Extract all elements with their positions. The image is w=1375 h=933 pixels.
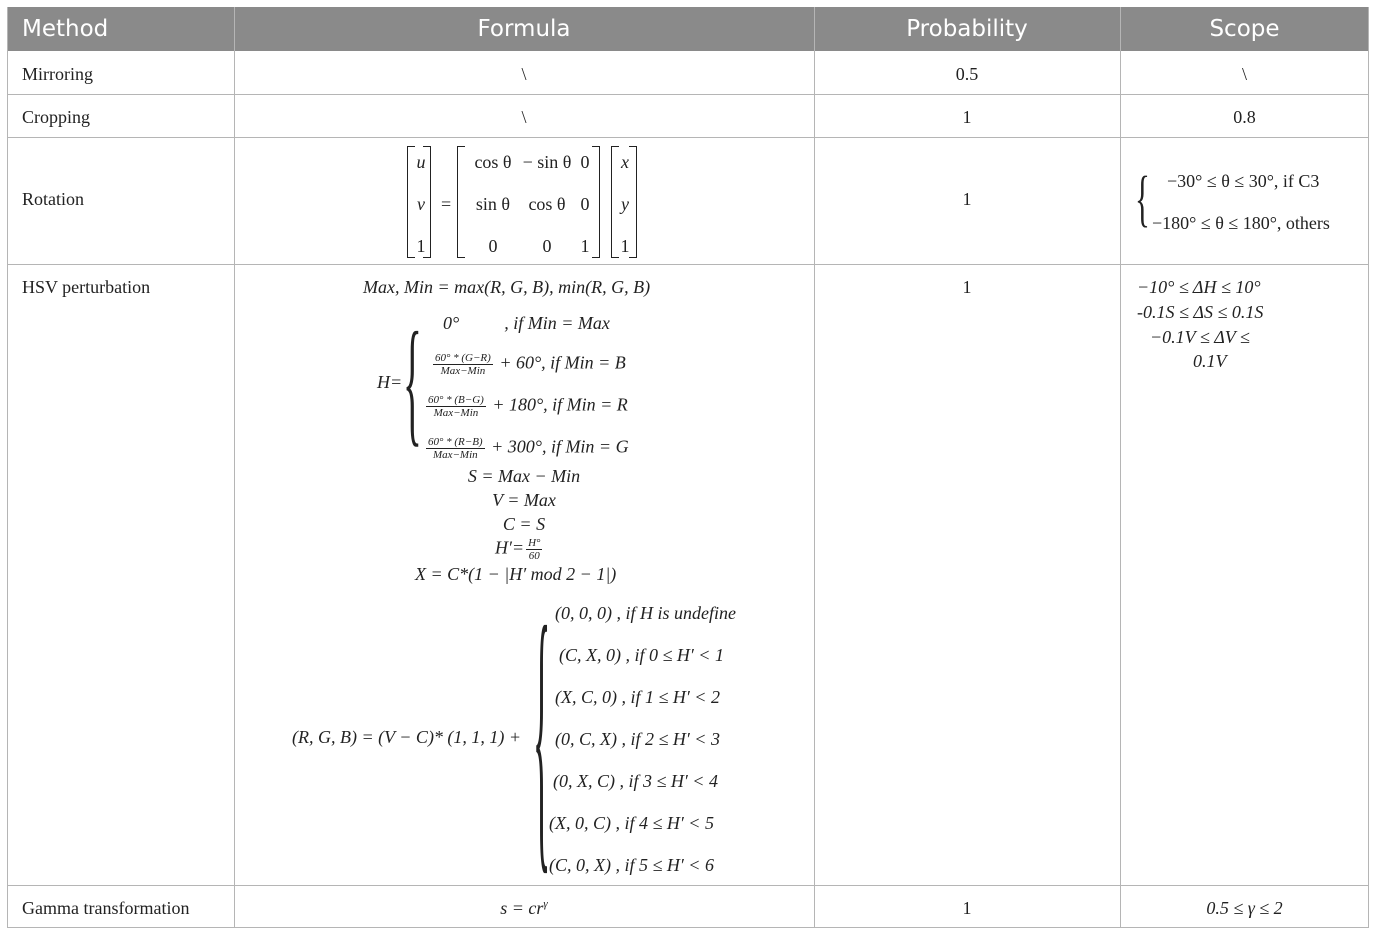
scope-cell: 0.1V [1193, 351, 1227, 371]
header-method: Method [22, 16, 109, 42]
method-cell: Cropping [22, 107, 91, 127]
rhs-entry: y [621, 194, 629, 214]
hprime-formula: H′= $\frac{H^\circ}{60}$ [495, 537, 541, 562]
matrix-entry: 1 [580, 236, 590, 256]
header-scope: Scope [1209, 16, 1280, 42]
x-formula: X = C*(1 − |H′ mod 2 − 1|) [415, 564, 617, 584]
matrix-entry: cos θ [474, 152, 512, 172]
scope-cell: -0.1S ≤ ΔS ≤ 0.1S [1137, 302, 1264, 322]
rgb-case: (0, C, X) , if 2 ≤ H′ < 3 [555, 729, 720, 749]
grid-line [7, 264, 1369, 265]
probability-cell: 1 [962, 189, 972, 209]
scope-cell: 0.5 ≤ γ ≤ 2 [1206, 898, 1283, 918]
v-formula: V = Max [492, 490, 556, 510]
maxmin-formula: Max, Min = max(R, G, B), min(R, G, B) [363, 277, 651, 297]
brace-icon: { [403, 304, 422, 459]
grid-line [814, 7, 815, 928]
probability-cell: 1 [962, 277, 972, 297]
grid-line [7, 885, 1369, 886]
grid-line [7, 137, 1369, 138]
h-case: $\frac{60^\circ * (R-B)}{\text{Max−Min}}$ + 300°, if Min = G [428, 436, 629, 461]
matrix-entry: 0 [542, 236, 552, 256]
header-formula: Formula [477, 16, 571, 42]
rotation-matrix-formula [405, 144, 645, 260]
rgb-case: (C, 0, X) , if 5 ≤ H′ < 6 [549, 855, 714, 875]
rgb-case: (X, C, 0) , if 1 ≤ H′ < 2 [555, 687, 720, 707]
method-cell: Rotation [22, 189, 84, 209]
formula-cell: $s = cr^\gamma$ [500, 898, 548, 918]
h-case: $\frac{60^\circ * (G-R)}{\text{Max−Min}}$ + 60°, if Min = B [435, 352, 626, 377]
scope-cell: −30° ≤ θ ≤ 30°, if C3 [1167, 171, 1320, 191]
rgb-case: (0, X, C) , if 3 ≤ H′ < 4 [553, 771, 718, 791]
matrix-entry: − sin θ [522, 152, 572, 172]
brace-icon: { [1135, 165, 1150, 233]
probability-cell: 1 [962, 107, 972, 127]
method-cell: Mirroring [22, 64, 93, 84]
formula-cell: \ [521, 64, 527, 84]
grid-line [1120, 7, 1121, 928]
lhs-entry: 1 [416, 236, 426, 256]
grid-line [7, 7, 8, 928]
h-case: 0° , if Min = Max [443, 313, 610, 333]
formula-cell: \ [521, 107, 527, 127]
fraction: $\frac{H^\circ}{60}$ [528, 537, 541, 562]
matrix-entry: cos θ [528, 194, 566, 214]
brace-icon: { [533, 566, 551, 898]
equals-sign: = [441, 194, 452, 214]
header-probability: Probability [906, 16, 1028, 42]
probability-cell: 0.5 [955, 64, 979, 84]
scope-cell: \ [1241, 64, 1247, 84]
lhs-entry: v [417, 194, 425, 214]
lhs-entry: u [416, 152, 426, 172]
grid-line [7, 927, 1369, 928]
scope-cell: −180° ≤ θ ≤ 180°, others [1152, 213, 1330, 233]
fraction: $\frac{60^\circ * (G-R)}{\text{Max−Min}}$ [435, 352, 491, 377]
scope-cell: −0.1V ≤ ΔV ≤ [1150, 327, 1250, 347]
h-label: H= [377, 372, 403, 392]
rhs-entry: x [621, 152, 629, 172]
matrix-entry: 0 [580, 152, 590, 172]
h-case: $\frac{60^\circ * (B-G)}{\text{Max−Min}}$ + 180°, if Min = R [428, 394, 628, 419]
scope-cell: 0.8 [1233, 107, 1256, 127]
fraction: $\frac{60^\circ * (R-B)}{\text{Max−Min}}$ [428, 436, 483, 461]
rgb-case: (C, X, 0) , if 0 ≤ H′ < 1 [559, 645, 724, 665]
rhs-entry: 1 [620, 236, 630, 256]
matrix-entry: sin θ [475, 194, 511, 214]
method-cell: HSV perturbation [22, 277, 151, 297]
bracket [592, 146, 600, 258]
method-cell: Gamma transformation [22, 898, 190, 918]
table-header [7, 7, 1369, 51]
data-table [7, 7, 1369, 928]
s-formula: S = Max − Min [467, 466, 581, 486]
rgb-case: (0, 0, 0) , if H is undefine [555, 603, 736, 623]
grid-line [7, 94, 1369, 95]
scope-cell: −10° ≤ ΔH ≤ 10° [1137, 277, 1261, 297]
probability-cell: 1 [962, 898, 972, 918]
c-formula: C = S [502, 514, 546, 534]
fraction: $\frac{60^\circ * (B-G)}{\text{Max−Min}}$ [428, 394, 484, 419]
rgb-label: (R, G, B) = (V − C)* (1, 1, 1) + [292, 727, 522, 747]
rgb-case: (X, 0, C) , if 4 ≤ H′ < 5 [549, 813, 714, 833]
matrix-entry: 0 [580, 194, 590, 214]
grid-line [1368, 7, 1369, 928]
matrix-entry: 0 [488, 236, 498, 256]
